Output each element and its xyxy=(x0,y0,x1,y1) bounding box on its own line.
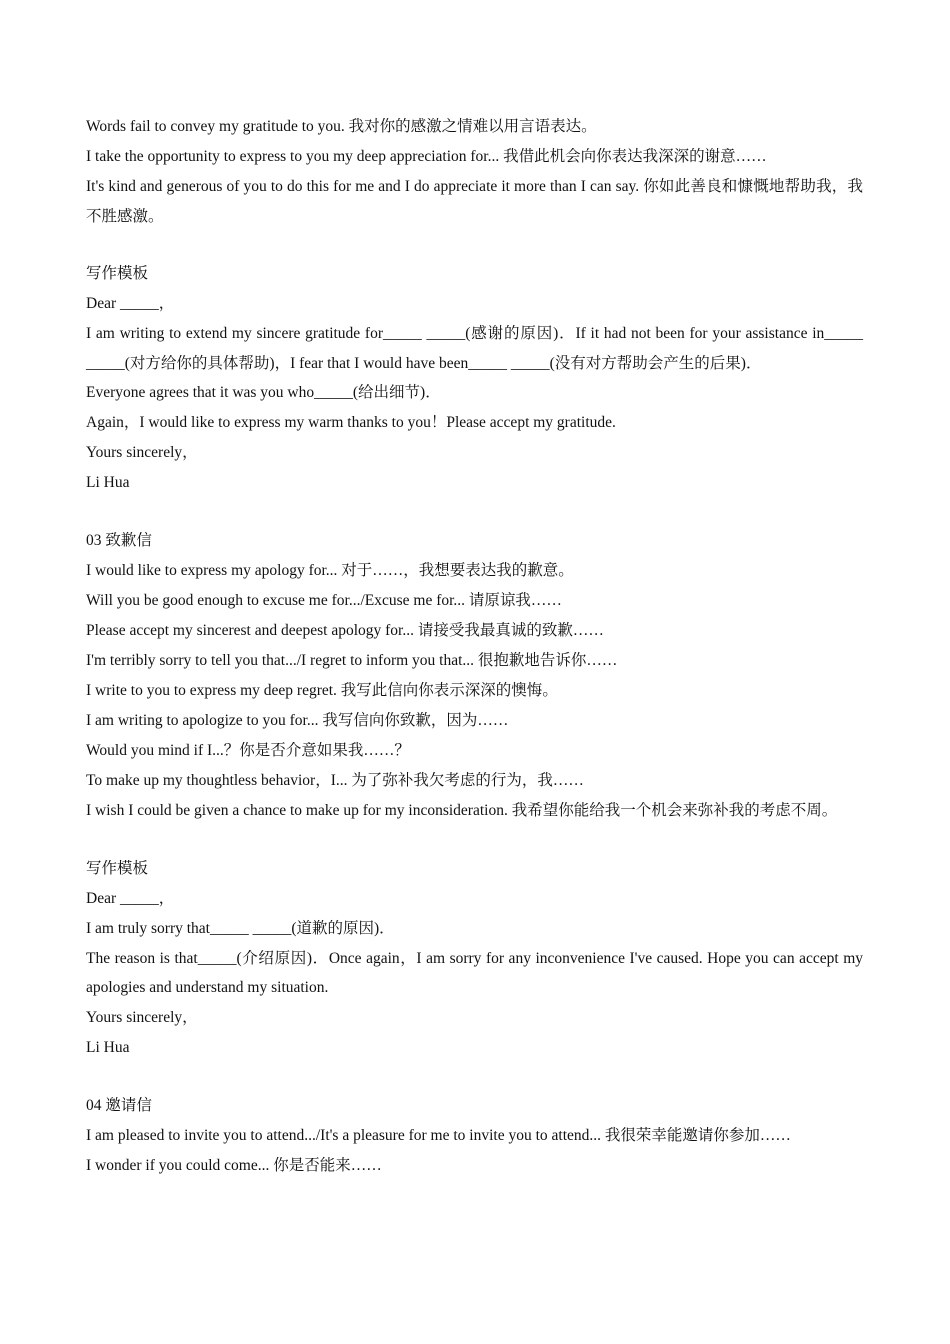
apology-section-heading: 03 致歉信 xyxy=(86,532,152,549)
apology-phrase: Would you mind if I...？你是否介意如果我……？ xyxy=(86,742,410,759)
thanks-phrase: I take the opportunity to express to you my deep appreciation for... 我借此机会向你表达我深深的谢意…… xyxy=(86,148,767,165)
invitation-section-heading: 04 邀请信 xyxy=(86,1096,152,1114)
thanks-template-signature: Li Hua xyxy=(86,474,130,491)
apology-phrase: I write to you to express my deep regret. 我写此信向你表示深深的懊悔。 xyxy=(86,682,558,699)
invitation-phrase: I am pleased to invite you to attend.../It's a pleasure for me to invite you to attend... 我很荣幸能邀请你参加…… xyxy=(86,1126,791,1144)
apology-template-signature: Li Hua xyxy=(86,1038,130,1056)
document-page xyxy=(86,112,863,1181)
thanks-template-greeting: Dear _____， xyxy=(86,295,175,312)
thanks-phrase: Words fail to convey my gratitude to you. 我对你的感激之情难以用言语表达。 xyxy=(86,118,597,135)
invitation-phrase: I wonder if you could come... 你是否能来…… xyxy=(86,1156,382,1174)
thanks-template-closing: Yours sincerely， xyxy=(86,444,198,461)
apology-phrase: I would like to express my apology for... 对于……，我想要表达我的歉意。 xyxy=(86,562,574,579)
apology-template-body: I am truly sorry that_____ _____(道歉的原因)． xyxy=(86,919,395,937)
apology-phrase: I wish I could be given a chance to make up for my inconsideration. 我希望你能给我一个机会来弥补我的考虑不周。 xyxy=(86,802,838,819)
apology-template-closing: Yours sincerely， xyxy=(86,1008,198,1026)
thanks-template-body: I am writing to extend my sincere gratitude for_____ _____(感谢的原因)．If it had not been for your assistance in_____ _____(对方给你的具体帮助)，I fear that I would have been_____ _____(没有对方帮助会产生的后果)． xyxy=(86,325,863,372)
apology-phrase: To make up my thoughtless behavior，I... 为了弥补我欠考虑的行为，我…… xyxy=(86,772,584,789)
apology-phrase: I am writing to apologize to you for... 我写信向你致歉，因为…… xyxy=(86,712,509,729)
apology-template-title: 写作模板 xyxy=(86,859,149,877)
apology-phrase: Will you be good enough to excuse me for.../Excuse me for... 请原谅我…… xyxy=(86,592,562,609)
thanks-template-body: Everyone agrees that it was you who_____(给出细节)． xyxy=(86,384,441,401)
apology-phrase: I'm terribly sorry to tell you that.../I regret to inform you that... 很抱歉地告诉你…… xyxy=(86,652,618,669)
thanks-phrase: It's kind and generous of you to do this for me and I do appreciate it more than I can say. 你如此善良和慷慨地帮助我，我不胜感激。 xyxy=(86,178,863,225)
thanks-template-title: 写作模板 xyxy=(86,265,149,282)
thanks-template-body: Again，I would like to express my warm thanks to you！Please accept my gratitude. xyxy=(86,414,616,431)
apology-template-greeting: Dear _____， xyxy=(86,889,175,907)
apology-phrase: Please accept my sincerest and deepest apology for... 请接受我最真诚的致歉…… xyxy=(86,622,604,639)
apology-template-body: The reason is that_____(介绍原因)．Once again，I am sorry for any inconvenience I've caused. Hope you can accept my apologies and understand my situation. xyxy=(86,949,863,996)
